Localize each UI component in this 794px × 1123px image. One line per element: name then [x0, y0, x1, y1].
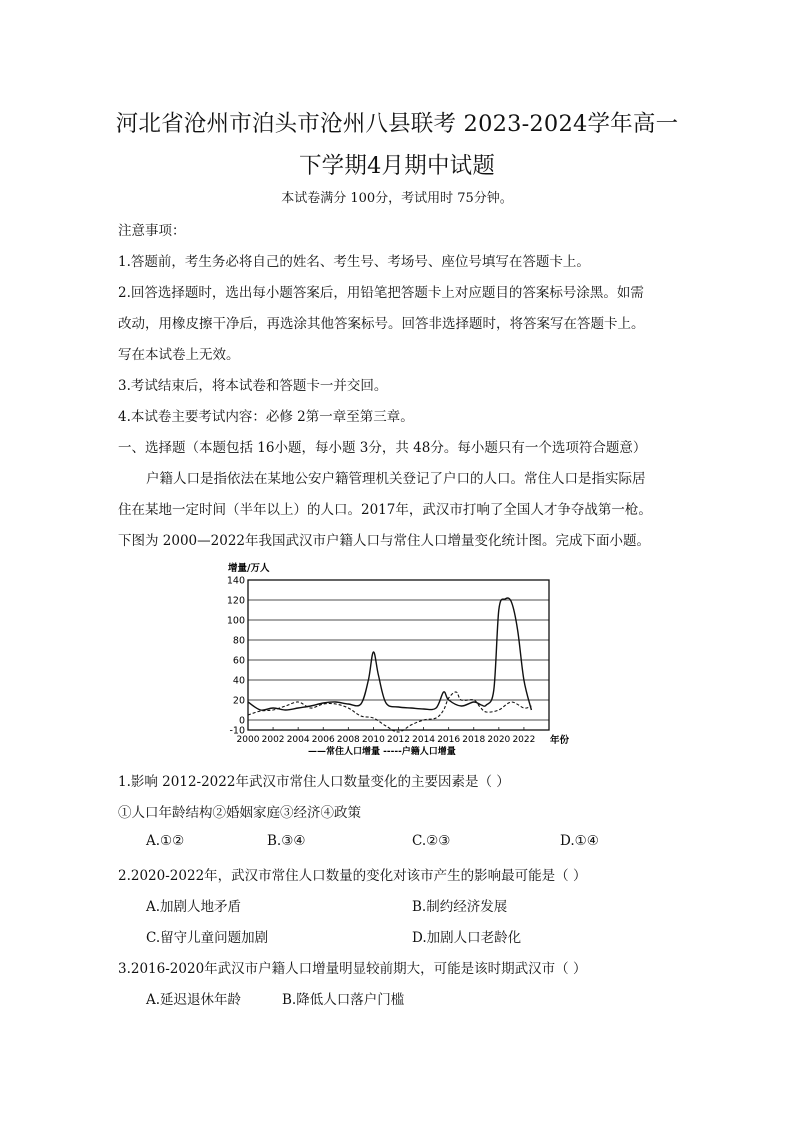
q2-stem: 2.2020-2022年，武汉市常住人口数量的变化对该市产生的影响最可能是（ ）: [118, 868, 587, 884]
notice-item-3: 3.考试结束后，将本试卷和答题卡一并交回。: [118, 378, 388, 394]
q3-stem: 3.2016-2020年武汉市户籍人口增量明显较前期大，可能是该时期武汉市（ ）: [118, 961, 587, 977]
population-chart: [222, 560, 592, 760]
chart-y-tick-label: 0: [238, 715, 245, 727]
chart-x-tick-label: 2014: [412, 735, 436, 745]
chart-x-ticks: [237, 735, 536, 745]
chart-series-registered-line: [248, 692, 531, 732]
q2-option-b[interactable]: B.制约经济发展: [412, 899, 508, 915]
chart-y-tick-label: 20: [232, 695, 245, 707]
chart-x-tick-label: 2012: [387, 735, 410, 745]
passage-line-2: 住在某地一定时间（半年以上）的人口。2017年，武汉市打响了全国人才争夺战第一枪。: [118, 502, 652, 518]
notice-heading: 注意事项：: [118, 223, 186, 239]
chart-x-tick-label: 2000: [236, 735, 260, 745]
q1-option-c[interactable]: C.②③: [412, 833, 451, 849]
q3-option-a[interactable]: A.延迟退休年龄: [146, 992, 242, 1008]
chart-y-tick-label: 140: [226, 575, 245, 587]
section-heading: 一、选择题（本题包括 16小题，每小题 3分，共 48分。每小题只有一个选项符合题意）: [118, 440, 647, 456]
chart-y-axis-label: 增量/万人: [228, 563, 270, 574]
passage-line-3: 下图为 2000—2022年我国武汉市户籍人口与常住人口增量变化统计图。完成下面小题。: [118, 533, 651, 549]
passage-line-1: 户籍人口是指依法在某地公安户籍管理机关登记了户口的人口。常住人口是指实际居: [146, 471, 646, 487]
title-line-1: 河北省沧州市泊头市沧州八县联考 2023-2024学年高一: [115, 111, 679, 137]
q3-option-b[interactable]: B.降低人口落户门槛: [282, 992, 405, 1008]
chart-x-tick-label: 2020: [487, 735, 511, 745]
chart-y-tick-label: 60: [232, 655, 245, 667]
chart-y-tick-label: 100: [226, 615, 245, 627]
q2-option-c[interactable]: C.留守儿童问题加剧: [146, 930, 269, 946]
exam-info: 本试卷满分 100分，考试用时 75分钟。: [281, 191, 513, 206]
chart-x-tick-label: 2022: [512, 735, 536, 745]
notice-item-4: 4.本试卷主要考试内容：必修 2第一章至第三章。: [118, 409, 414, 425]
chart-series-resident-line: [248, 598, 531, 710]
chart-series-lines: [248, 598, 531, 732]
notice-item-2-end: 写在本试卷上无效。: [118, 347, 240, 363]
q1-factors: ①人口年龄结构②婚姻家庭③经济④政策: [118, 805, 361, 821]
title-line-2: 下学期4月期中试题: [298, 153, 496, 179]
chart-x-tick-label: 2018: [462, 735, 486, 745]
chart-y-tick-label: 120: [226, 595, 245, 607]
q1-stem: 1.影响 2012-2022年武汉市常住人口数量变化的主要因素是（ ）: [118, 774, 510, 790]
chart-x-tick-label: 2002: [261, 735, 285, 745]
q1-option-b[interactable]: B.③④: [267, 833, 306, 849]
chart-x-tick-label: 2008: [336, 735, 360, 745]
q1-option-a[interactable]: A.①②: [146, 833, 185, 849]
q1-option-d[interactable]: D.①④: [560, 833, 599, 849]
chart-y-ticks: [227, 576, 245, 737]
chart-y-tick-label: 80: [232, 635, 245, 647]
chart-y-tick-label: 40: [232, 675, 245, 687]
chart-x-tick-label: 2016: [437, 735, 461, 745]
chart-x-axis-label: 年份: [550, 735, 570, 746]
notice-item-1: 1.答题前，考生务必将自己的姓名、考生号、考场号、座位号填写在答题卡上。: [118, 254, 590, 270]
chart-y-tick-label: -10: [229, 725, 245, 737]
notice-item-2: 2.回答选择题时，选出每小题答案后，用铅笔把答题卡上对应题目的答案标号涂黑。如需: [118, 285, 644, 301]
q2-option-d[interactable]: D.加剧人口老龄化: [412, 930, 522, 946]
q2-option-a[interactable]: A.加剧人地矛盾: [146, 899, 242, 915]
chart-legend: ——常住人口增量 -----户籍人口增量: [308, 747, 456, 757]
chart-x-tick-label: 2006: [311, 735, 335, 745]
chart-x-tick-label: 2004: [286, 735, 310, 745]
chart-x-tick-label: 2010: [361, 735, 385, 745]
notice-item-2-cont: 改动，用橡皮擦干净后，再选涂其他答案标号。回答非选择题时，将答案写在答题卡上。: [118, 316, 645, 332]
